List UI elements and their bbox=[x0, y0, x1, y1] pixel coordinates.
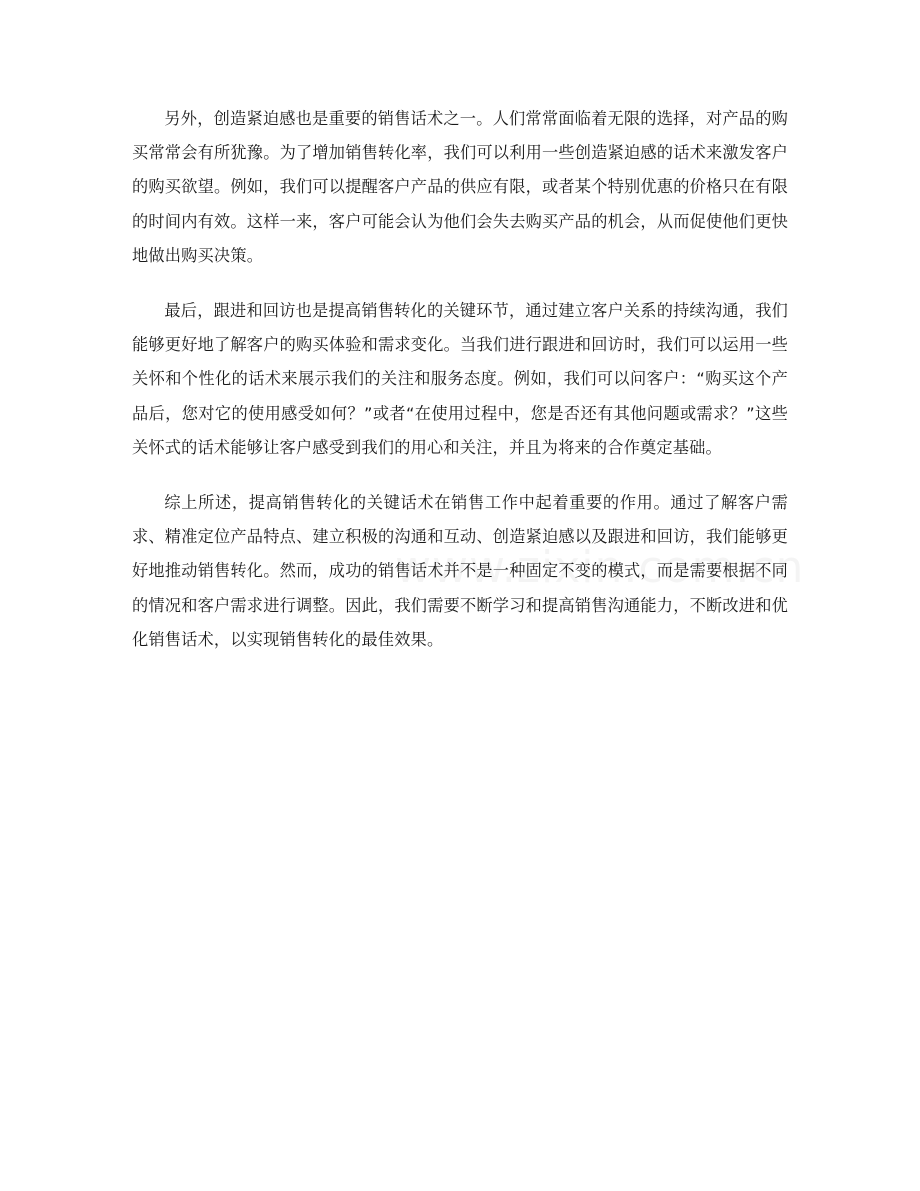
paragraph-conclusion: 综上所述，提高销售转化的关键话术在销售工作中起着重要的作用。通过了解客户需求、精准定位产品特点、建立积极的沟通和互动、创造紧迫感以及跟进和回访，我们能够更好地推动销售转化。然而，成功的销售话术并不是一种固定不变的模式，而是需要根据不同的情况和客户需求进行调整。因此，我们需要不断学习和提高销售沟通能力，不断改进和优化销售话术，以实现销售转化的最佳效果。 bbox=[132, 493, 788, 649]
watermark bbox=[395, 542, 804, 593]
paragraph-urgency: 另外，创造紧迫感也是重要的销售话术之一。人们常常面临着无限的选择，对产品的购买常常会有所犹豫。为了增加销售转化率，我们可以利用一些创造紧迫感的话术来激发客户的购买欲望。例如，我们可以提醒客户产品的供应有限，或者某个特别优惠的价格只在有限的时间内有效。这样一来，客户可能会认为他们会失去购买产品的机会，从而促使他们更快地做出购买决策。 bbox=[132, 109, 788, 265]
paragraph-follow-up: 最后，跟进和回访也是提高销售转化的关键环节，通过建立客户关系的持续沟通，我们能够更好地了解客户的购买体验和需求变化。当我们进行跟进和回访时，我们可以运用一些关怀和个性化的话术来展示我们的关注和服务态度。例如，我们可以问客户：“购买这个产品后，您对它的使用感受如何？”或者“在使用过程中，您是否还有其他问题或需求？”这些关怀式的话术能够让客户感受到我们的用心和关注，并且为将来的合作奠定基础。 bbox=[132, 301, 788, 457]
